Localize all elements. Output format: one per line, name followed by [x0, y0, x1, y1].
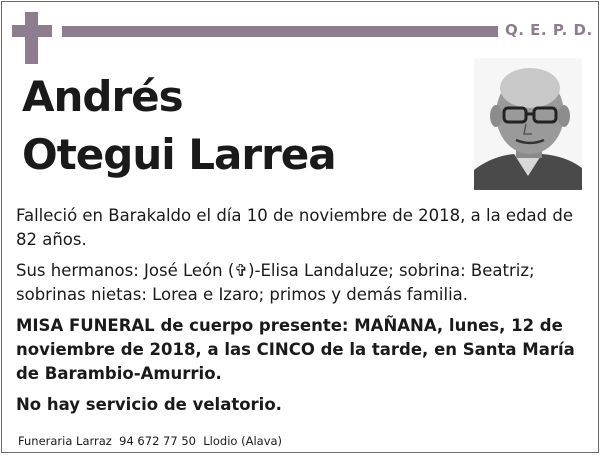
- qepd-label: Q. E. P. D.: [505, 21, 593, 39]
- deceased-name: [22, 68, 336, 184]
- header-divider-bar: [62, 26, 498, 37]
- family-line: Sus hermanos: José León (✞)-Elisa Landaluze; sobrina: Beatriz; sobrinas nietas: Lorea e Izaro; primos y demás familia.: [16, 261, 535, 304]
- first-name: Andrés: [22, 72, 183, 121]
- obituary-card: [1, 1, 599, 453]
- latin-cross-icon: [12, 12, 52, 64]
- surnames: Otegui Larrea: [22, 130, 336, 179]
- funeral-line: MISA FUNERAL de cuerpo presente: MAÑANA, lunes, 12 de noviembre de 2018, a las CINCO de la tarde, en Santa María de Barambio-Amurrio.: [16, 316, 575, 383]
- funeral-home-footer: Funeraria Larraz 94 672 77 50 Llodio (Alava): [18, 434, 283, 448]
- wake-line: No hay servicio de velatorio.: [16, 395, 282, 414]
- notice-body: [16, 204, 586, 424]
- death-line: Falleció en Barakaldo el día 10 de noviembre de 2018, a la edad de 82 años.: [16, 206, 574, 249]
- portrait-photo: [474, 58, 582, 190]
